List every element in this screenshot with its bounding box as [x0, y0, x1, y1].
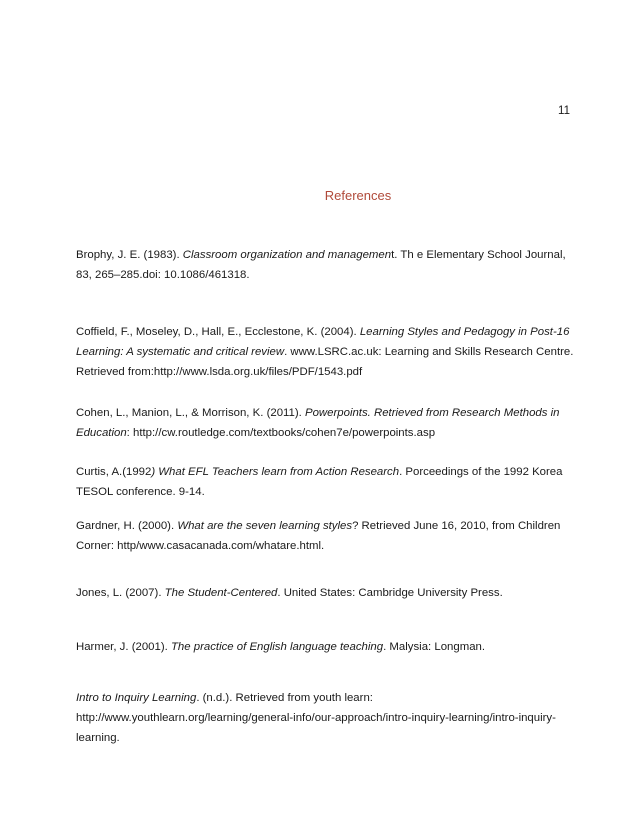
reference-title: Powerpoints. Retrieved from Research Methods in Education	[76, 407, 560, 439]
reference-entry	[76, 637, 576, 657]
reference-source: ? Retrieved June 16, 2010, from Children Corner: http/www.casacanada.com/whatare.html.	[76, 520, 561, 552]
reference-source: . Malysia: Longman.	[383, 641, 486, 653]
reference-author-date: Jones, L. (2007).	[76, 587, 165, 599]
reference-author-date: Coffield, F., Moseley, D., Hall, E., Ecclestone, K. (2004).	[76, 326, 360, 338]
reference-entry	[76, 245, 576, 285]
reference-title: ) What EFL Teachers learn from Action Research	[151, 466, 400, 478]
reference-title: The practice of English language teaching	[170, 641, 384, 653]
reference-source: t. Th e Elementary School Journal, 83, 265–285.doi: 10.1086/461318.	[76, 249, 566, 281]
reference-title: Learning Styles and Pedagogy in Post-16 Learning: A systematic and critical review	[76, 326, 570, 358]
reference-title: Classroom organization and managemen	[182, 249, 392, 261]
reference-entry	[76, 516, 576, 556]
reference-source: : http://cw.routledge.com/textbooks/cohen7e/powerpoints.asp	[126, 427, 436, 439]
reference-entry	[76, 583, 576, 603]
reference-entry	[76, 322, 576, 382]
reference-author-date: Gardner, H. (2000).	[76, 520, 178, 532]
reference-entry	[76, 462, 576, 502]
reference-author-date: Brophy, J. E. (1983).	[76, 249, 183, 261]
reference-source: . Porceedings of the 1992 Korea TESOL conference. 9-14.	[76, 466, 563, 498]
reference-source: . (n.d.). Retrieved from youth learn: http://www.youthlearn.org/learning/general-info/our-approach/intro-inquiry-learning/intro-inquiry-learning.	[76, 692, 556, 744]
reference-source: . www.LSRC.ac.uk: Learning and Skills Research Centre. Retrieved from:http://www.lsda.org.uk/files/PDF/1543.pdf	[76, 346, 574, 378]
reference-title: Intro to Inquiry Learning	[76, 692, 197, 704]
reference-author-date: Curtis, A.(1992	[76, 466, 152, 478]
reference-author-date: Cohen, L., Manion, L., & Morrison, K. (2011).	[76, 407, 305, 419]
reference-title: What are the seven learning styles	[177, 520, 353, 532]
reference-entry	[76, 403, 576, 443]
references-heading: References	[324, 188, 392, 203]
reference-author-date: Harmer, J. (2001).	[76, 641, 171, 653]
reference-title: The Student-Centered	[164, 587, 278, 599]
reference-source: . United States: Cambridge University Press.	[277, 587, 503, 599]
reference-entry	[76, 688, 576, 748]
page-number: 11	[558, 105, 570, 117]
